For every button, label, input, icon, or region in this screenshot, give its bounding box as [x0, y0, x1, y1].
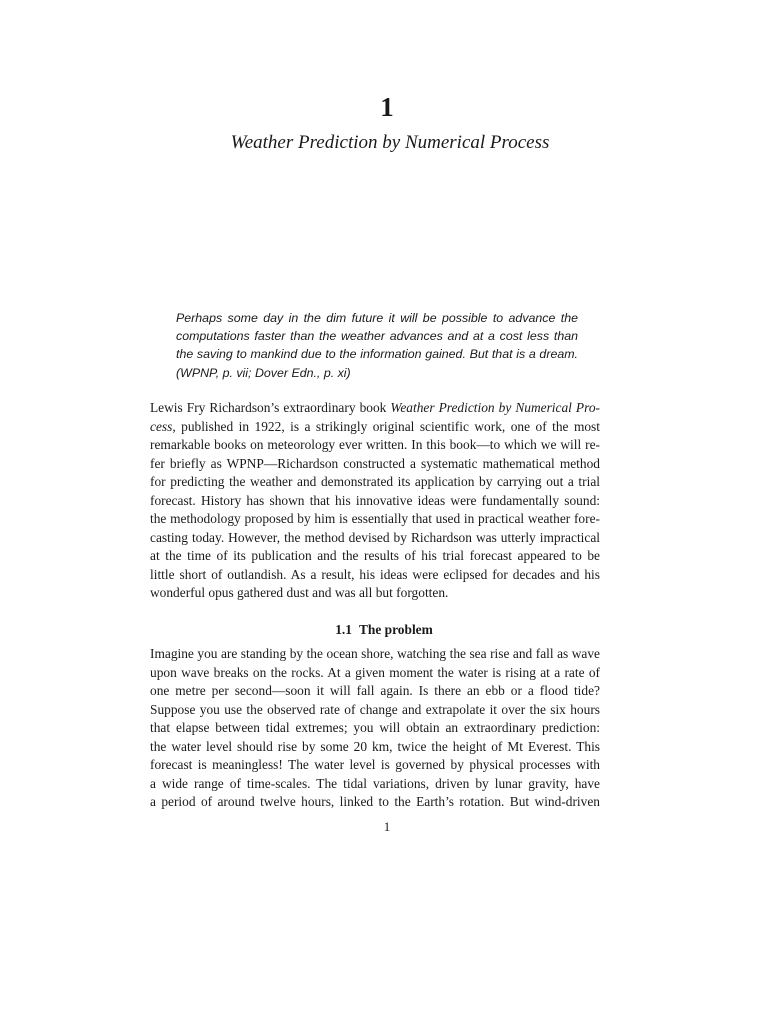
- section-number: 1.1: [335, 622, 352, 637]
- text-line: forecast. History has shown that his innovative ideas were fundamentally sound:: [150, 492, 600, 508]
- text-line: [150, 418, 600, 437]
- epigraph-line: the saving to mankind due to the information gained. But that is a dream.: [176, 347, 578, 362]
- text-line: a period of around twelve hours, linked to the Earth’s rotation. But wind-driven: [150, 794, 600, 809]
- epigraph-quote: [176, 309, 578, 382]
- epigraph-citation: (WPNP, p. vii; Dover Edn., p. xi): [176, 365, 351, 380]
- epigraph-line: Perhaps some day in the dim future it will be possible to advance the: [176, 311, 578, 325]
- text-line: Imagine you are standing by the ocean shore, watching the sea rise and fall as wave: [150, 646, 600, 661]
- book-title-italic: Weather Prediction by Numerical Pro-: [390, 400, 600, 415]
- text-run: , published in 1922, is a strikingly original scientific work, one of the most: [172, 418, 600, 434]
- text-line: at the time of its publication and the results of his trial forecast appeared to be: [150, 548, 600, 563]
- text-line: [150, 399, 600, 418]
- text-line: forecast is meaningless! The water level is governed by physical processes with: [150, 757, 600, 772]
- text-line: the methodology proposed by him is essentially that used in practical weather fore-: [150, 511, 600, 526]
- text-line: a wide range of time-scales. The tidal variations, driven by lunar gravity, have: [150, 775, 600, 791]
- text-line: fer briefly as WPNP—Richardson constructed a systematic mathematical method: [150, 455, 600, 471]
- text-line: casting today. However, the method devised by Richardson was utterly impractical: [150, 529, 600, 545]
- text-line: remarkable books on meteorology ever written. In this book—to which we will re-: [150, 437, 600, 452]
- page-number: 1: [383, 819, 391, 834]
- text-line: for predicting the weather and demonstrated its application by carrying out a trial: [150, 474, 600, 489]
- problem-paragraph: [150, 645, 600, 812]
- section-title: The problem: [358, 622, 433, 637]
- book-title-italic: cess: [150, 418, 173, 434]
- text-line: the water level should rise by some 20 km, twice the height of Mt Everest. This: [150, 738, 600, 754]
- text-line: wonderful opus gathered dust and was all but forgotten.: [150, 585, 449, 600]
- epigraph-line: computations faster than the weather advances and at a cost less than: [176, 329, 578, 344]
- section-heading: [0, 621, 768, 639]
- text-line: Suppose you use the observed rate of change and extrapolate it over the six hours: [150, 701, 600, 717]
- chapter-title: Weather Prediction by Numerical Process: [230, 132, 550, 153]
- text-line: upon wave breaks on the rocks. At a given moment the water is rising at a rate of: [150, 664, 600, 680]
- text-line: that elapse between tidal extremes; you will obtain an extraordinary prediction:: [150, 720, 600, 735]
- chapter-number: 1: [380, 92, 394, 122]
- text-line: one metre per second—soon it will fall again. Is there an ebb or a flood tide?: [150, 683, 600, 698]
- text-line: little short of outlandish. As a result, his ideas were eclipsed for decades and his: [150, 566, 600, 582]
- text-run: Lewis Fry Richardson’s extraordinary book: [150, 400, 391, 415]
- intro-paragraph: [150, 399, 600, 603]
